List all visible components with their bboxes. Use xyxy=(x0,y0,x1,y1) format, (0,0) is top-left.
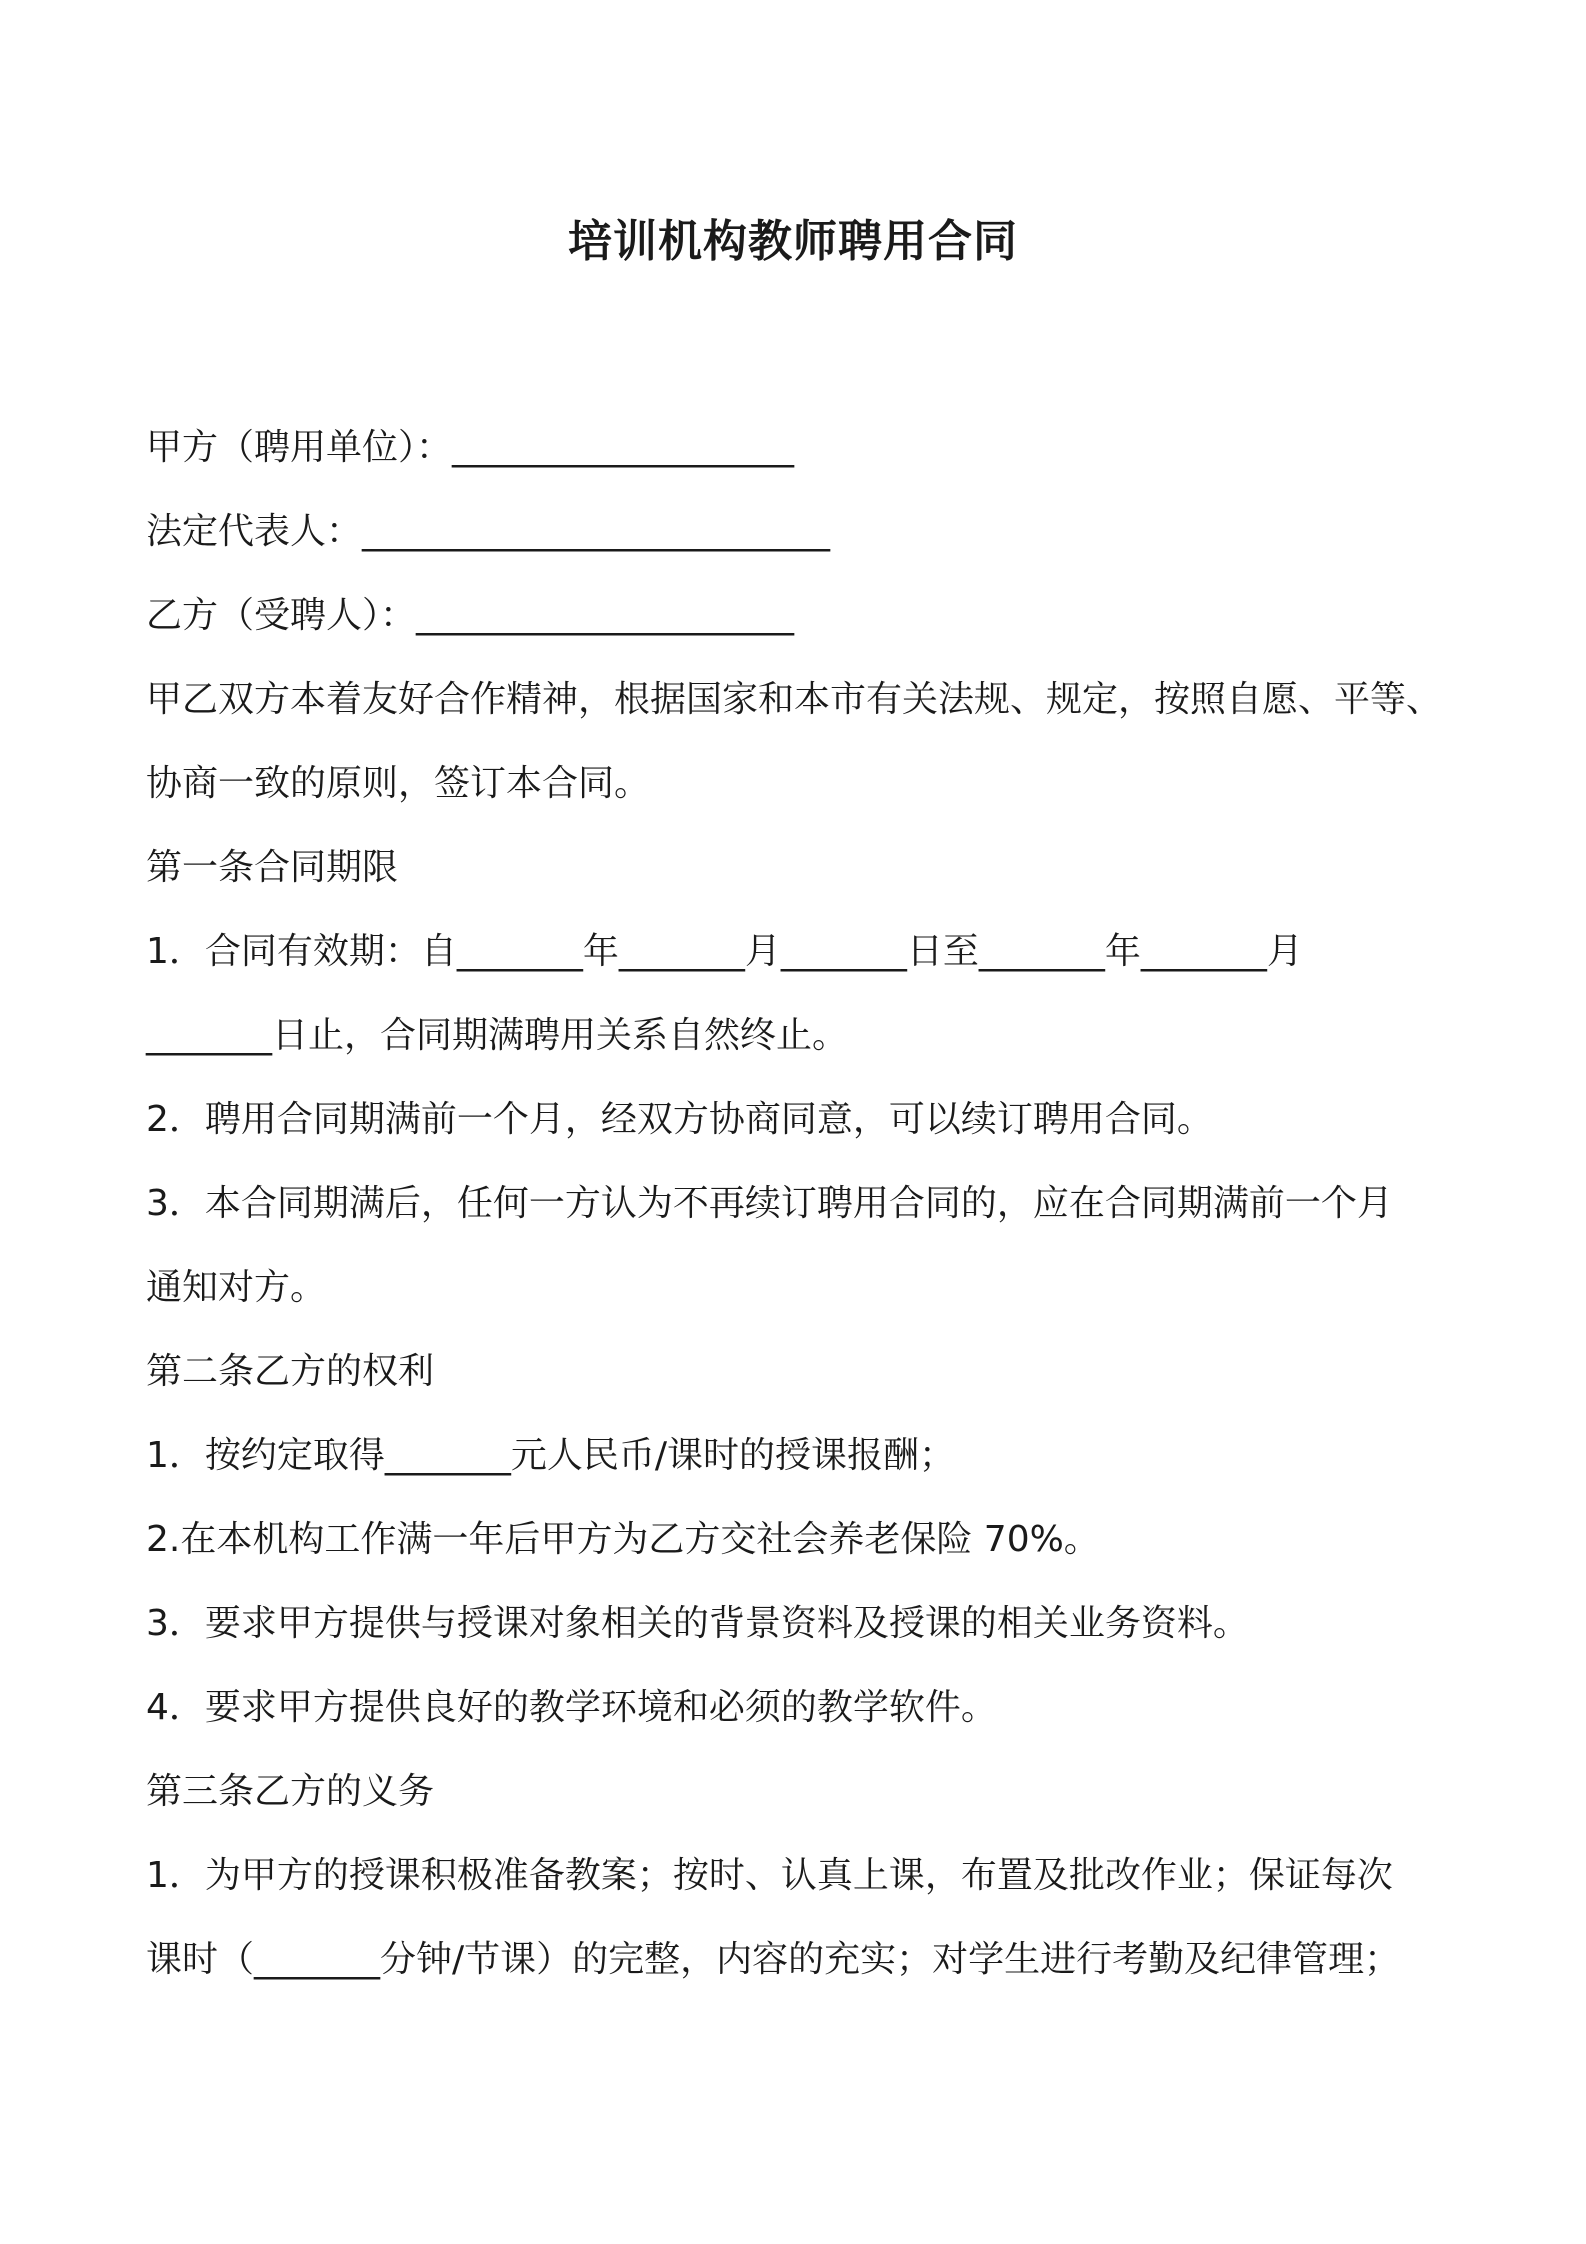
clause-line: 3．本合同期满后，任何一方认为不再续订聘用合同的，应在合同期满前一个月 xyxy=(146,1183,1393,1224)
clause-line: 课时（_______分钟/节课）的完整，内容的充实；对学生进行考勤及纪律管理； xyxy=(146,1939,1401,1980)
preamble-line: 协商一致的原则，签订本合同。 xyxy=(146,763,651,804)
clause-line: _______日止，合同期满聘用关系自然终止。 xyxy=(146,1015,849,1056)
document-title: 培训机构教师聘用合同 xyxy=(568,216,1018,267)
preamble-line: 甲乙双方本着友好合作精神，根据国家和本市有关法规、规定，按照自愿、平等、 xyxy=(146,679,1443,720)
clause-line: 2.在本机构工作满一年后甲方为乙方交社会养老保险 70%。 xyxy=(146,1519,1100,1560)
clause-line: 3．要求甲方提供与授课对象相关的背景资料及授课的相关业务资料。 xyxy=(146,1603,1249,1644)
section-heading: 第二条乙方的权利 xyxy=(146,1351,435,1392)
party-a-line: 甲方（聘用单位）：___________________ xyxy=(146,427,795,468)
clause-line: 1．为甲方的授课积极准备教案；按时、认真上课，布置及批改作业；保证每次 xyxy=(146,1855,1393,1896)
party-b-line: 乙方（受聘人）：_____________________ xyxy=(146,595,795,636)
section-heading: 第一条合同期限 xyxy=(146,847,399,888)
legal-representative-line: 法定代表人：__________________________ xyxy=(146,511,831,552)
clause-line: 2．聘用合同期满前一个月，经双方协商同意，可以续订聘用合同。 xyxy=(146,1099,1213,1140)
clause-line: 1．按约定取得_______元人民币/课时的授课报酬； xyxy=(146,1435,956,1476)
clause-line: 1．合同有效期：自_______年_______月_______日至_______年_______月 xyxy=(146,931,1303,972)
contract-body xyxy=(146,406,1446,2002)
clause-line: 通知对方。 xyxy=(146,1267,327,1308)
clause-line: 4．要求甲方提供良好的教学环境和必须的教学软件。 xyxy=(146,1687,997,1728)
section-heading: 第三条乙方的义务 xyxy=(146,1771,435,1812)
